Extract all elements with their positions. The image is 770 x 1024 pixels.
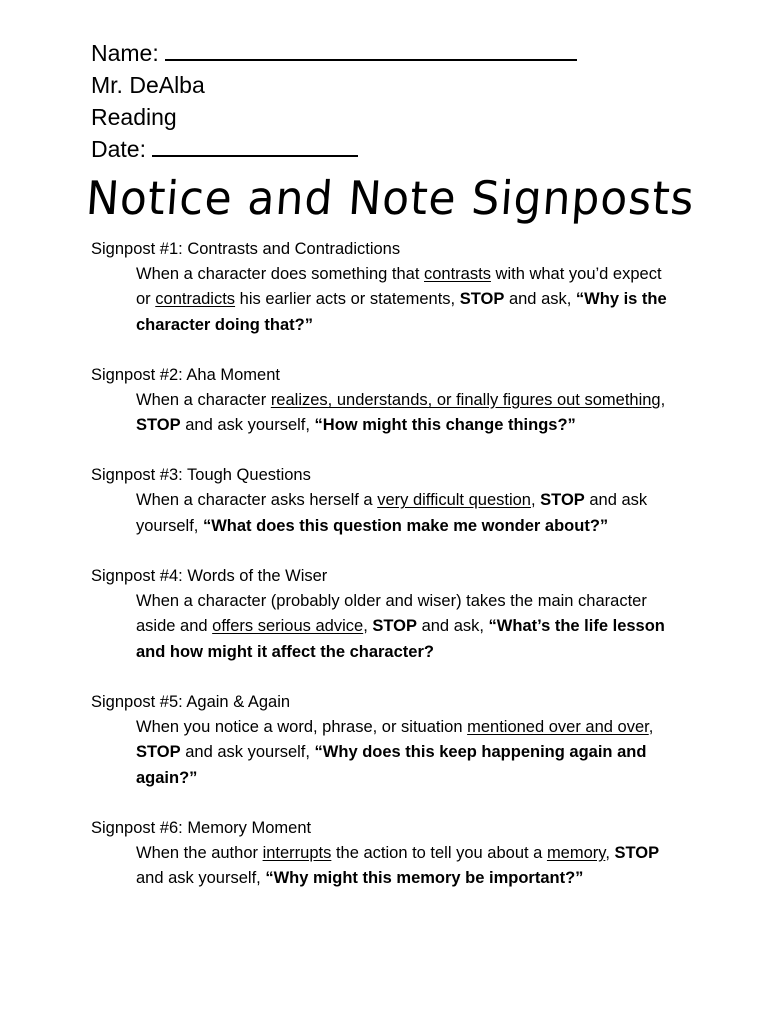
underlined-text: memory: [546, 843, 606, 862]
signpost-item: [91, 564, 731, 665]
subject-line: Reading: [91, 104, 177, 130]
signpost-description: [136, 262, 671, 338]
signpost-title: Signpost #1: Contrasts and Contradictions: [91, 240, 401, 258]
signpost-title: Signpost #5: Again & Again: [91, 692, 291, 711]
body-text: When the author: [136, 843, 263, 862]
bold-text: STOP: [540, 491, 585, 510]
bold-text: “Why might this memory be important?”: [265, 869, 584, 888]
bold-text: “What’s the life lesson and how might it affect the character?: [136, 617, 665, 661]
page-title: Notice and Note Signposts: [84, 172, 697, 226]
student-header: [91, 37, 711, 165]
signpost-item: [91, 463, 731, 539]
body-text: and ask yourself,: [136, 491, 648, 535]
signpost-description: [136, 841, 671, 892]
signpost-item: [91, 237, 731, 338]
signpost-title: Signpost #3: Tough Questions: [91, 466, 311, 485]
date-label: Date:: [91, 136, 146, 162]
underlined-text: interrupts: [262, 843, 332, 862]
underlined-text: offers serious advice: [212, 617, 364, 636]
body-text: his earlier acts or statements,: [235, 290, 460, 309]
signpost-title: Signpost #4: Words of the Wiser: [91, 567, 328, 586]
body-text: and ask,: [504, 290, 576, 309]
body-text: and ask,: [417, 617, 489, 636]
body-text: ,: [363, 617, 373, 636]
name-label: Name:: [91, 40, 159, 66]
body-text: and ask yourself,: [180, 743, 315, 762]
signpost-item: [91, 690, 731, 791]
signpost-description: [136, 715, 671, 791]
bold-text: “What does this question make me wonder about?”: [202, 516, 609, 535]
date-line: [91, 133, 711, 165]
body-text: When a character asks herself a: [136, 491, 378, 510]
signpost-item: [91, 816, 731, 892]
underlined-text: contradicts: [155, 290, 236, 309]
body-text: and ask yourself,: [180, 416, 315, 435]
teacher-line: Mr. DeAlba: [91, 72, 205, 98]
name-blank: [165, 37, 577, 61]
bold-text: STOP: [459, 290, 505, 309]
signpost-description: [136, 388, 671, 439]
bold-text: “Why is the character doing that?”: [136, 290, 667, 334]
body-text: the action to tell you about a: [331, 843, 547, 862]
bold-text: “How might this change things?”: [314, 416, 576, 435]
underlined-text: realizes, understands, or finally figures out something: [270, 390, 661, 409]
body-text: ,: [605, 843, 615, 862]
body-text: with what you’d expect or: [136, 265, 662, 309]
body-text: ,: [648, 717, 654, 736]
name-line: [91, 37, 711, 69]
signpost-title: Signpost #6: Memory Moment: [91, 818, 312, 837]
bold-text: STOP: [372, 617, 417, 636]
body-text: ,: [660, 390, 666, 409]
body-text: When a character does something that: [136, 265, 424, 283]
signpost-list: [91, 237, 731, 916]
signpost-title: Signpost #2: Aha Moment: [91, 365, 280, 384]
body-text: When you notice a word, phrase, or situation: [136, 717, 468, 736]
body-text: ,: [530, 491, 541, 510]
underlined-text: very difficult question: [377, 491, 531, 510]
date-blank: [152, 133, 358, 157]
underlined-text: contrasts: [424, 265, 491, 283]
body-text: and ask yourself,: [136, 869, 266, 888]
bold-text: STOP: [136, 416, 181, 435]
underlined-text: mentioned over and over: [467, 717, 649, 736]
body-text: When a character (probably older and wiser) takes the main character aside and: [136, 592, 647, 636]
bold-text: STOP: [136, 743, 181, 762]
signpost-item: [91, 363, 731, 439]
body-text: When a character: [136, 390, 271, 409]
signpost-description: [136, 589, 671, 665]
bold-text: STOP: [614, 843, 660, 862]
signpost-description: [136, 488, 671, 539]
bold-text: “Why does this keep happening again and again?”: [136, 743, 647, 787]
